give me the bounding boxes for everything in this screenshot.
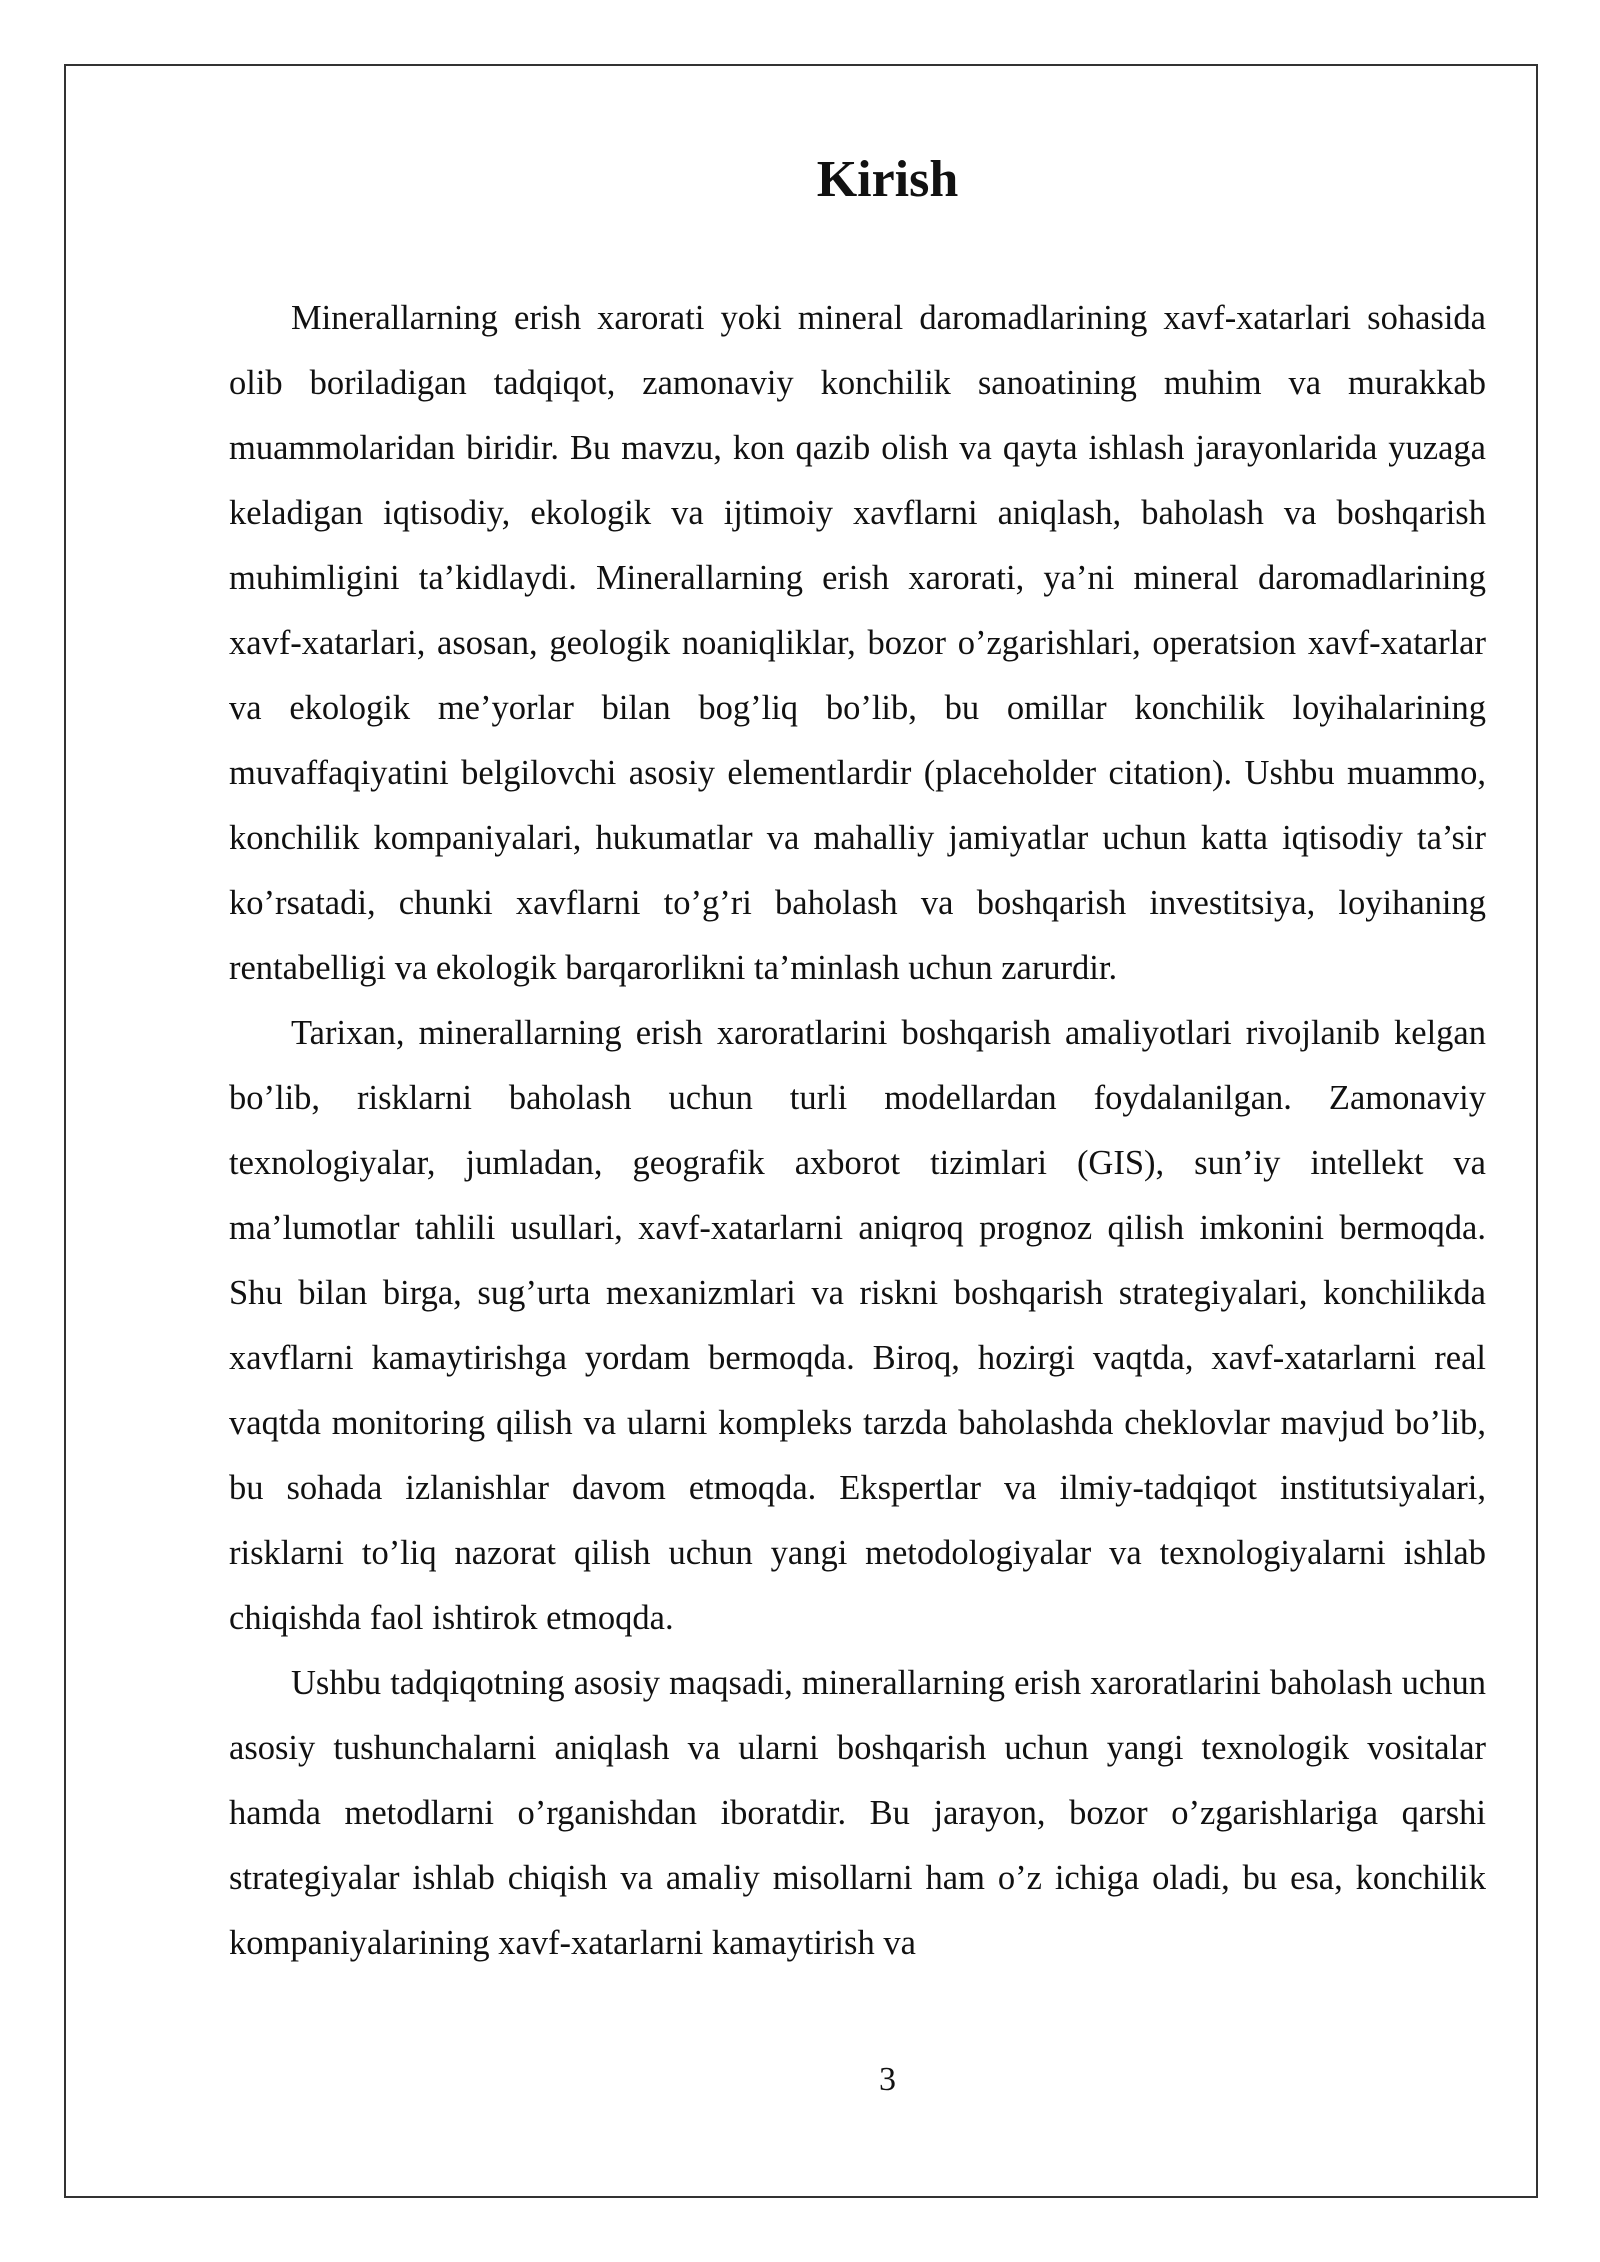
paragraph-1: Minerallarning erish xarorati yoki mineral daromadlarining xavf-xatarlari sohasida olib boriladigan tadqiqot, zamonaviy konchilik sanoatining muhim va murakkab muammolaridan biridir. Bu mavzu, kon qazib olish va qayta ishlash jarayonlarida yuzaga keladigan iqtisodiy, ekologik va ijtimoiy xavflarni aniqlash, baholash va boshqarish muhimligini ta’kidlaydi. Minerallarning erish xarorati, ya’ni mineral daromadlarining xavf-xatarlari, asosan, geologik noaniqliklar, bozor o’zgarishlari, operatsion xavf-xatarlar va ekologik me’yorlar bilan bog’liq bo’lib, bu omillar konchilik loyihalarining muvaffaqiyatini belgilovchi asosiy elementlardir (placeholder citation). Ushbu muammo, konchilik kompaniyalari, hukumatlar va mahalliy jamiyatlar uchun katta iqtisodiy ta’sir ko’rsatadi, chunki xavflarni to’g’ri baholash va boshqarish investitsiya, loyihaning rentabelligi va ekologik barqarorlikni ta’minlash uchun zarurdir.	[229, 299, 1486, 987]
page-title: Kirish	[816, 151, 959, 208]
paragraph-3: Ushbu tadqiqotning asosiy maqsadi, minerallarning erish xaroratlarini baholash uchun asosiy tushunchalarni aniqlash va ularni boshqarish uchun yangi texnologik vositalar hamda metodlarni o’rganishdan iboratdir. Bu jarayon, bozor o’zgarishlariga qarshi strategiyalar ishlab chiqish va amaliy misollarni ham o’z ichiga oladi, bu esa, konchilik kompaniyalarining xavf-xatarlarni kamaytirish va	[229, 1664, 1486, 1962]
body-text	[229, 286, 1486, 1976]
page-number: 3	[879, 2061, 896, 2098]
paragraph-2: Tarixan, minerallarning erish xaroratlarini boshqarish amaliyotlari rivojlanib kelgan bo’lib, risklarni baholash uchun turli modellardan foydalanilgan. Zamonaviy texnologiyalar, jumladan, geografik axborot tizimlari (GIS), sun’iy intellekt va ma’lumotlar tahlili usullari, xavf-xatarlarni aniqroq prognoz qilish imkonini bermoqda. Shu bilan birga, sug’urta mexanizmlari va riskni boshqarish strategiyalari, konchilikda xavflarni kamaytirishga yordam bermoqda. Biroq, hozirgi vaqtda, xavf-xatarlarni real vaqtda monitoring qilish va ularni kompleks tarzda baholashda cheklovlar mavjud bo’lib, bu sohada izlanishlar davom etmoqda. Ekspertlar va ilmiy-tadqiqot institutsiyalari, risklarni to’liq nazorat qilish uchun yangi metodologiyalar va texnologiyalarni ishlab chiqishda faol ishtirok etmoqda.	[229, 1014, 1486, 1637]
